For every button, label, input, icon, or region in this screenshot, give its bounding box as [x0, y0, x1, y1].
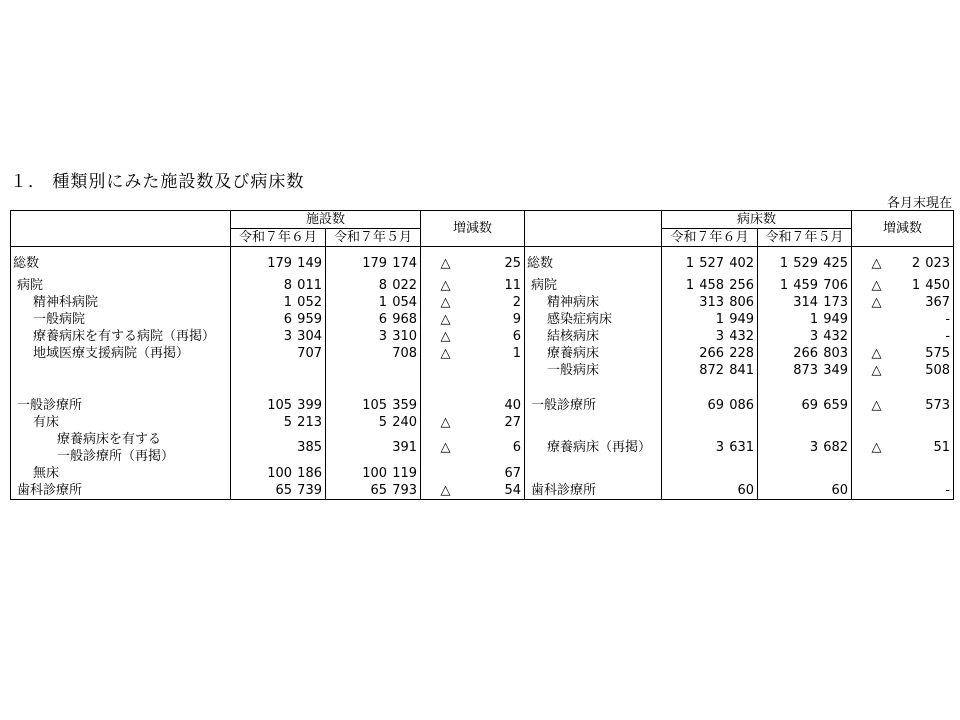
row-label: 精神科病院 [11, 294, 231, 311]
row-label: 療養病床 [525, 345, 662, 362]
cell: 1 527 402 [662, 255, 758, 272]
table-row [11, 414, 954, 431]
change-cell: △ 508 [852, 362, 954, 379]
cell: 8 011 [231, 277, 326, 294]
cell: 69 086 [662, 397, 758, 414]
row-label: 一般病院 [11, 311, 231, 328]
row-label: 療養病床（再掲） [525, 431, 662, 465]
cell: 266 803 [758, 345, 852, 362]
facility-may-header: 令和７年５月 [326, 229, 421, 247]
facilities-header: 施設数 [231, 211, 421, 229]
cell: 179 174 [326, 255, 421, 272]
change-cell: △ 367 [852, 294, 954, 311]
decrease-mark: △ [871, 345, 882, 361]
cell: 60 [662, 482, 758, 500]
decrease-mark: △ [871, 255, 882, 271]
change-cell: 40 [421, 397, 525, 414]
row-label: 一般診療所 [11, 397, 231, 414]
header-row-1 [11, 211, 954, 229]
table-row [11, 482, 954, 500]
bed-jun-header: 令和７年６月 [662, 229, 758, 247]
table-row [11, 465, 954, 482]
cell: 1 458 256 [662, 277, 758, 294]
cell: 873 349 [758, 362, 852, 379]
decrease-mark: △ [440, 345, 451, 361]
change-cell: 67 [421, 465, 525, 482]
cell: 1 529 425 [758, 255, 852, 272]
table-row [11, 397, 954, 414]
table-row [11, 362, 954, 379]
table-row [11, 345, 954, 362]
row-label: 感染症病床 [525, 311, 662, 328]
decrease-mark: △ [440, 414, 451, 430]
bed-label-header [525, 211, 662, 229]
decrease-mark: △ [440, 482, 451, 498]
change-cell: △ 2 [421, 294, 525, 311]
change-cell: △ 2 023 [852, 255, 954, 272]
decrease-mark: △ [440, 328, 451, 344]
decrease-mark: △ [871, 277, 882, 293]
table-row [11, 255, 954, 272]
change-cell: △ 25 [421, 255, 525, 272]
cell: 105 359 [326, 397, 421, 414]
cell: 3 432 [662, 328, 758, 345]
cell: 65 739 [231, 482, 326, 500]
row-label: 無床 [11, 465, 231, 482]
cell: 266 228 [662, 345, 758, 362]
cell: 313 806 [662, 294, 758, 311]
cell: 708 [326, 345, 421, 362]
cell: 6 959 [231, 311, 326, 328]
row-label: 病院 [525, 277, 662, 294]
cell: 105 399 [231, 397, 326, 414]
table-row [11, 277, 954, 294]
facility-change-header: 増減数 [421, 211, 525, 247]
bed-change-header: 増減数 [852, 211, 954, 247]
row-label: 総数 [11, 255, 231, 272]
cell: 3 310 [326, 328, 421, 345]
decrease-mark: △ [440, 440, 451, 455]
cell: 69 659 [758, 397, 852, 414]
cell: 314 173 [758, 294, 852, 311]
as-of-note: 各月末現在 [886, 196, 952, 211]
change-cell: △ 1 450 [852, 277, 954, 294]
row-label: 結核病床 [525, 328, 662, 345]
row-label: 地域医療支援病院（再掲） [11, 345, 231, 362]
table-row [11, 294, 954, 311]
change-cell: △ 11 [421, 277, 525, 294]
cell: 60 [758, 482, 852, 500]
cell: 65 793 [326, 482, 421, 500]
row-label: 歯科診療所 [11, 482, 231, 500]
cell: 8 022 [326, 277, 421, 294]
facility-jun-header: 令和７年６月 [231, 229, 326, 247]
row-label: 療養病床を有する 一般診療所（再掲） [11, 431, 231, 465]
change-cell: - [852, 482, 954, 500]
cell: 707 [231, 345, 326, 362]
change-cell: △ 51 [852, 431, 954, 465]
decrease-mark: △ [871, 440, 882, 455]
facility-bed-table [10, 210, 954, 500]
decrease-mark: △ [440, 294, 451, 310]
cell: 6 968 [326, 311, 421, 328]
row-label: 療養病床を有する病院（再掲） [11, 328, 231, 345]
cell: 3 631 [662, 431, 758, 465]
change-cell: △ 27 [421, 414, 525, 431]
decrease-mark: △ [871, 397, 882, 413]
cell: 3 432 [758, 328, 852, 345]
decrease-mark: △ [440, 311, 451, 327]
cell: 1 949 [758, 311, 852, 328]
row-label: 一般診療所 [525, 397, 662, 414]
row-label: 歯科診療所 [525, 482, 662, 500]
decrease-mark: △ [440, 255, 451, 271]
table-row [11, 311, 954, 328]
cell: 100 119 [326, 465, 421, 482]
change-cell: △ 6 [421, 431, 525, 465]
cell: 179 149 [231, 255, 326, 272]
change-cell: △ 6 [421, 328, 525, 345]
cell: 391 [326, 431, 421, 465]
change-cell: - [852, 311, 954, 328]
cell: 3 304 [231, 328, 326, 345]
cell: 3 682 [758, 431, 852, 465]
change-cell: △ 575 [852, 345, 954, 362]
change-cell: △ 1 [421, 345, 525, 362]
change-cell: △ 9 [421, 311, 525, 328]
row-label: 病院 [11, 277, 231, 294]
cell: 100 186 [231, 465, 326, 482]
cell: 385 [231, 431, 326, 465]
change-cell: △ 54 [421, 482, 525, 500]
page-title: １． 種類別にみた施設数及び病床数 [10, 172, 305, 192]
facility-label-header [11, 211, 231, 229]
table-row [11, 328, 954, 345]
row-label: 総数 [525, 255, 662, 272]
row-label: 一般病床 [525, 362, 662, 379]
cell: 872 841 [662, 362, 758, 379]
cell: 1 949 [662, 311, 758, 328]
decrease-mark: △ [871, 294, 882, 310]
row-label: 有床 [11, 414, 231, 431]
bed-may-header: 令和７年５月 [758, 229, 852, 247]
cell: 1 052 [231, 294, 326, 311]
cell: 1 054 [326, 294, 421, 311]
decrease-mark: △ [871, 362, 882, 378]
cell: 5 213 [231, 414, 326, 431]
table-row [11, 431, 954, 465]
change-cell: △ 573 [852, 397, 954, 414]
cell: 1 459 706 [758, 277, 852, 294]
beds-header: 病床数 [662, 211, 852, 229]
cell: 5 240 [326, 414, 421, 431]
change-cell: - [852, 328, 954, 345]
decrease-mark: △ [440, 277, 451, 293]
row-label: 精神病床 [525, 294, 662, 311]
